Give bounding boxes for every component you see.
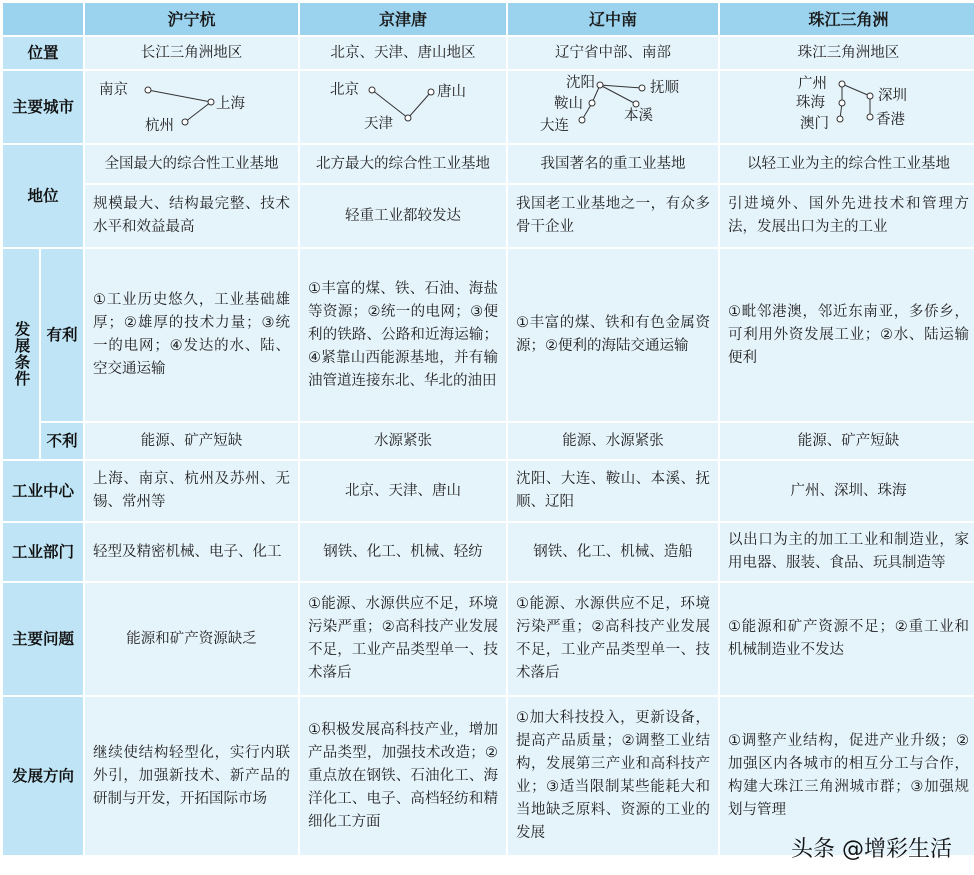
city-diagram-zj	[728, 75, 969, 139]
cell-cities-lzn	[508, 71, 718, 143]
cell-location-jjt: 北京、天津、唐山地区	[300, 37, 506, 69]
cell-unfav-zj: 能源、矿产短缺	[720, 423, 974, 459]
cell-problems-lzn: ①能源、水源供应不足，环境污染严重；②高科技产业发展不足，工业产品类型单一、技术落后	[508, 583, 718, 695]
cell-sectors-zj: 以出口为主的加工工业和制造业，家用电器、服装、食品、玩具制造等	[720, 523, 974, 581]
cell-problems-jjt: ①能源、水源供应不足，环境污染严重；②高科技产业发展不足，工业产品类型单一、技术落后	[300, 583, 506, 695]
row-location	[3, 37, 974, 69]
cell-status1-jjt: 北方最大的综合性工业基地	[300, 145, 506, 183]
cell-fav-lzn: ①丰富的煤、铁和有色金属资源；②便利的海陆交通运输	[508, 249, 718, 421]
city-macau: 澳门	[800, 116, 829, 132]
row-label-centers: 工业中心	[3, 461, 83, 521]
row-problems	[3, 583, 974, 695]
cell-unfav-hnh: 能源、矿产短缺	[85, 423, 298, 459]
row-label-fav: 有利	[41, 249, 83, 421]
city-tangshan: 唐山	[437, 84, 466, 100]
cell-centers-hnh: 上海、南京、杭州及苏州、无锡、常州等	[85, 461, 298, 521]
cell-location-zj: 珠江三角洲地区	[720, 37, 974, 69]
row-conditions-fav	[3, 249, 974, 421]
city-links-zj	[728, 75, 968, 139]
col-header-hnh: 沪宁杭	[85, 3, 298, 35]
row-label-unfav: 不利	[41, 423, 83, 459]
city-fushun: 抚顺	[650, 80, 679, 96]
city-diagram-lzn	[516, 75, 710, 139]
corner-cell	[3, 3, 83, 35]
city-nanjing: 南京	[99, 82, 128, 98]
cell-status2-zj: 引进境外、国外先进技术和管理方法，发展出口为主的工业	[720, 185, 974, 247]
city-dalian: 大连	[540, 118, 569, 134]
row-label-cities: 主要城市	[3, 71, 83, 143]
header-row	[3, 3, 974, 35]
cell-problems-zj: ①能源和矿产资源不足；②重工业和机械制造业不发达	[720, 583, 974, 695]
cell-cities-hnh	[85, 71, 298, 143]
cell-sectors-lzn: 钢铁、化工、机械、造船	[508, 523, 718, 581]
cell-centers-lzn: 沈阳、大连、鞍山、本溪、抚顺、辽阳	[508, 461, 718, 521]
row-status-1	[3, 145, 974, 183]
city-hongkong: 香港	[876, 112, 905, 128]
col-header-jjt: 京津唐	[300, 3, 506, 35]
row-conditions-unfav	[3, 423, 974, 459]
city-guangzhou: 广州	[798, 76, 827, 92]
col-header-lzn: 辽中南	[508, 3, 718, 35]
row-label-sectors: 工业部门	[3, 523, 83, 581]
industrial-base-comparison-table	[1, 1, 974, 857]
cell-status2-lzn: 我国老工业基地之一，有众多骨干企业	[508, 185, 718, 247]
row-label-conditions: 发展条件	[3, 249, 39, 459]
city-diagram-hnh	[93, 75, 290, 139]
cell-direction-jjt: ①积极发展高科技产业，增加产品类型，加强技术改造；②重点放在钢铁、石油化工、海洋化工、电子、高档轻纺和精细化工方面	[300, 697, 506, 855]
col-header-zj: 珠江三角洲	[720, 3, 974, 35]
cell-direction-hnh: 继续使结构轻型化，实行内联外引，加强新技术、新产品的研制与开发，开拓国际市场	[85, 697, 298, 855]
row-label-location: 位置	[3, 37, 83, 69]
row-label-direction: 发展方向	[3, 697, 83, 855]
watermark: 头条 @增彩生活	[791, 837, 952, 862]
cell-location-lzn: 辽宁省中部、南部	[508, 37, 718, 69]
city-shanghai: 上海	[216, 96, 245, 112]
cell-sectors-jjt: 钢铁、化工、机械、轻纺	[300, 523, 506, 581]
city-benxi: 本溪	[624, 108, 653, 124]
cell-cities-jjt	[300, 71, 506, 143]
cell-location-hnh: 长江三角洲地区	[85, 37, 298, 69]
row-sectors	[3, 523, 974, 581]
row-status-2	[3, 185, 974, 247]
city-zhuhai: 珠海	[796, 95, 825, 111]
city-anshan: 鞍山	[554, 96, 583, 112]
row-label-status: 地位	[3, 145, 83, 247]
city-shenzhen: 深圳	[878, 88, 907, 104]
row-cities	[3, 71, 974, 143]
city-tianjin: 天津	[364, 116, 393, 132]
row-centers	[3, 461, 974, 521]
cell-status2-jjt: 轻重工业都较发达	[300, 185, 506, 247]
cell-unfav-lzn: 能源、水源紧张	[508, 423, 718, 459]
cell-fav-zj: ①毗邻港澳，邻近东南亚，多侨乡，可利用外资发展工业；②水、陆运输便利	[720, 249, 974, 421]
city-diagram-jjt	[308, 75, 498, 139]
cell-status1-hnh: 全国最大的综合性工业基地	[85, 145, 298, 183]
cell-status2-hnh: 规模最大、结构最完整、技术水平和效益最高	[85, 185, 298, 247]
cell-direction-lzn: ①加大科技投入，更新设备，提高产品质量；②调整工业结构，发展第三产业和高科技产业；③适当限制某些能耗大和当地缺乏原料、资源的工业的发展	[508, 697, 718, 855]
cell-centers-zj: 广州、深圳、珠海	[720, 461, 974, 521]
cell-direction-zj: ①调整产业结构，促进产业升级；②加强区内各城市的相互分工与合作，构建大珠江三角洲城市群；③加强规划与管理	[720, 697, 974, 855]
city-beijing: 北京	[330, 82, 359, 98]
cell-fav-jjt: ①丰富的煤、铁、石油、海盐等资源；②统一的电网；③便利的铁路、公路和近海运输；④紧靠山西能源基地，并有输油管道连接东北、华北的油田	[300, 249, 506, 421]
cell-sectors-hnh: 轻型及精密机械、电子、化工	[85, 523, 298, 581]
cell-cities-zj	[720, 71, 974, 143]
row-label-problems: 主要问题	[3, 583, 83, 695]
cell-problems-hnh: 能源和矿产资源缺乏	[85, 583, 298, 695]
cell-fav-hnh: ①工业历史悠久，工业基础雄厚；②雄厚的技术力量；③统一的电网；④发达的水、陆、空交通运输	[85, 249, 298, 421]
cell-centers-jjt: 北京、天津、唐山	[300, 461, 506, 521]
cell-unfav-jjt: 水源紧张	[300, 423, 506, 459]
cell-status1-lzn: 我国著名的重工业基地	[508, 145, 718, 183]
cell-status1-zj: 以轻工业为主的综合性工业基地	[720, 145, 974, 183]
city-shenyang: 沈阳	[566, 75, 595, 91]
city-hangzhou: 杭州	[145, 118, 174, 134]
